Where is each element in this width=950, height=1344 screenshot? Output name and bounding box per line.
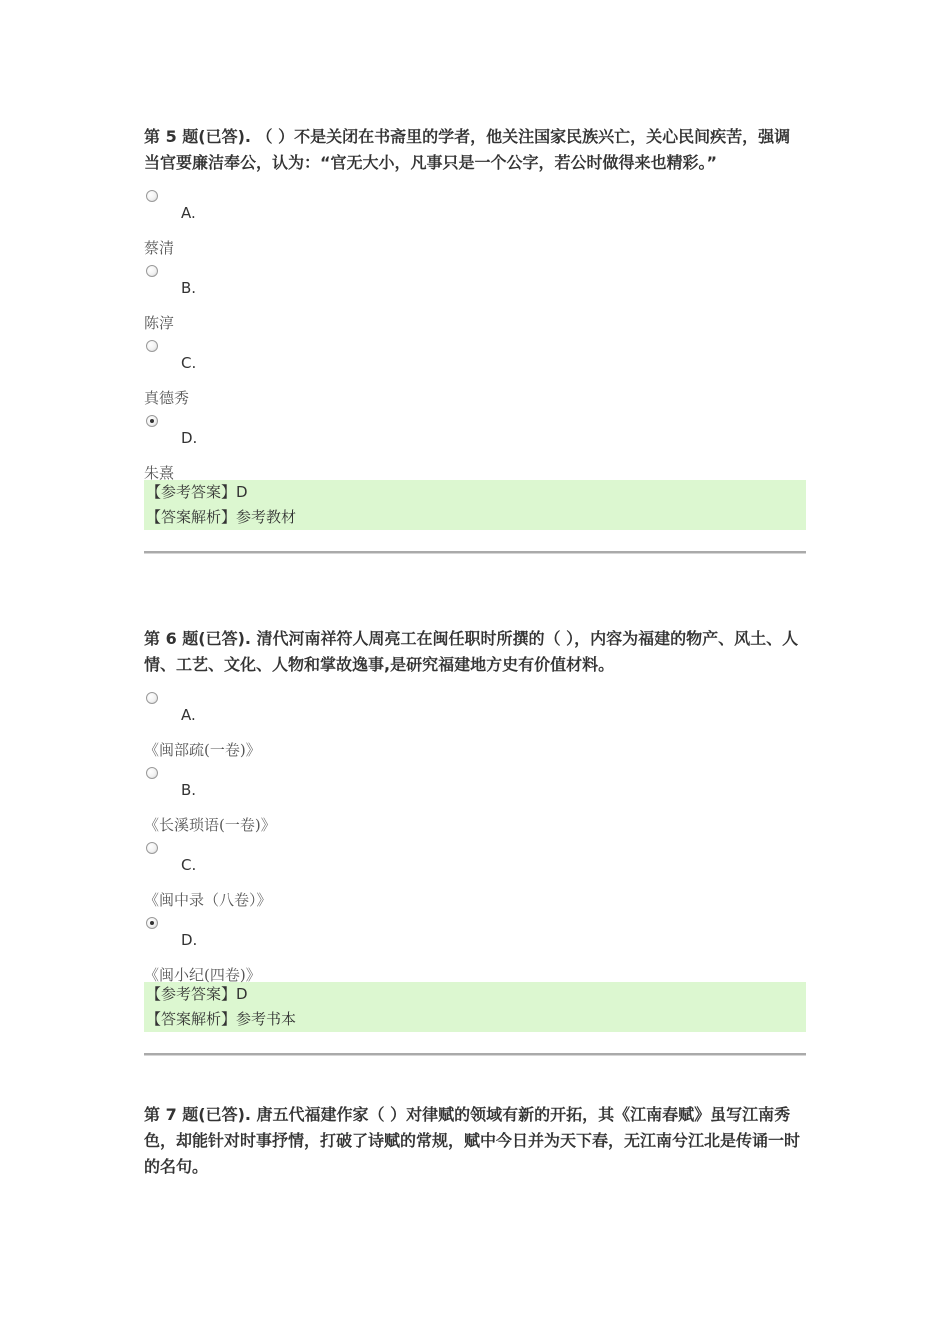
question-number: 第 5 题(已答). [144, 127, 251, 146]
option-letter: C. [181, 354, 197, 372]
question-title [144, 124, 806, 176]
question-7 [144, 1102, 806, 1180]
options-list [144, 690, 806, 990]
options-list [144, 188, 806, 488]
analysis-label: 【答案解析】 [146, 1010, 237, 1028]
option-c[interactable] [144, 338, 806, 413]
radio-button-selected[interactable] [146, 917, 158, 929]
radio-button[interactable] [146, 767, 158, 779]
answer-label: 【参考答案】 [146, 985, 237, 1003]
option-c[interactable] [144, 840, 806, 915]
question-5 [144, 124, 806, 554]
option-letter: A. [181, 204, 196, 222]
option-text: 《长溪琐语(一卷)》 [144, 816, 276, 834]
radio-button-selected[interactable] [146, 415, 158, 427]
option-letter: C. [181, 856, 197, 874]
radio-button[interactable] [146, 265, 158, 277]
question-text: 唐五代福建作家（ ）对律赋的领域有新的开拓，其《江南春赋》虽写江南秀色，却能针对时事抒情，打破了诗赋的常规，赋中今日并为天下春，无江南兮江北是传诵一时的名句。 [144, 1105, 801, 1176]
answer-value: D [236, 985, 248, 1003]
option-letter: A. [181, 706, 196, 724]
question-number: 第 7 题(已答). [144, 1105, 251, 1124]
question-6 [144, 626, 806, 1056]
analysis-label: 【答案解析】 [146, 508, 237, 526]
option-a[interactable] [144, 690, 806, 765]
option-text: 《闽中录（八卷）》 [144, 891, 272, 909]
option-letter: B. [181, 781, 197, 799]
radio-button[interactable] [146, 340, 158, 352]
question-number: 第 6 题(已答). [144, 629, 251, 648]
option-text: 真德秀 [144, 389, 190, 407]
option-b[interactable] [144, 765, 806, 840]
question-text: 清代河南祥符人周亮工在闽任职时所撰的（ ），内容为福建的物产、风土、人情、工艺、文化、人物和掌故逸事,是研究福建地方史有价值材料。 [144, 629, 799, 674]
answer-label: 【参考答案】 [146, 483, 237, 501]
question-title [144, 1102, 806, 1180]
option-text: 《闽小纪(四卷)》 [144, 966, 261, 984]
divider [144, 551, 806, 554]
option-b[interactable] [144, 263, 806, 338]
question-title [144, 626, 806, 678]
option-letter: D. [181, 931, 198, 949]
answer-analysis [146, 1007, 804, 1032]
option-letter: B. [181, 279, 197, 297]
option-d[interactable] [144, 915, 806, 990]
option-text: 朱熹 [144, 464, 175, 482]
option-text: 陈淳 [144, 314, 175, 332]
analysis-value: 参考书本 [236, 1010, 297, 1028]
option-a[interactable] [144, 188, 806, 263]
option-d[interactable] [144, 413, 806, 488]
question-text: （ ）不是关闭在书斋里的学者，他关注国家民族兴亡，关心民间疾苦，强调当官要廉洁奉公，认为：“官无大小，凡事只是一个公字，若公时做得来也精彩。” [144, 127, 791, 172]
radio-button[interactable] [146, 692, 158, 704]
answer-analysis [146, 505, 804, 530]
divider [144, 1053, 806, 1056]
analysis-value: 参考教材 [236, 508, 297, 526]
radio-button[interactable] [146, 190, 158, 202]
option-letter: D. [181, 429, 198, 447]
option-text: 蔡清 [144, 239, 175, 257]
answer-value: D [236, 483, 248, 501]
radio-button[interactable] [146, 842, 158, 854]
option-text: 《闽部疏(一卷)》 [144, 741, 261, 759]
